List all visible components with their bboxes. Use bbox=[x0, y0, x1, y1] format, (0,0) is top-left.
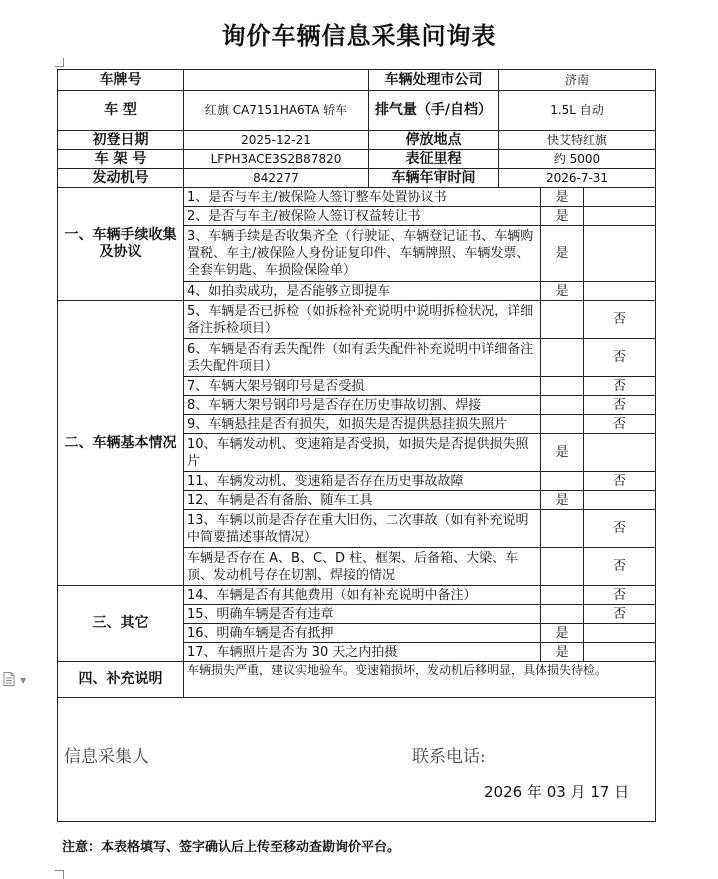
footer-note: 注意：本表格填写、签字确认后上传至移动查勘询价平台。 bbox=[62, 840, 401, 855]
answer-yes-cell[interactable]: 是 bbox=[541, 207, 584, 226]
answer-no-cell[interactable]: 否 bbox=[584, 396, 656, 415]
answer-yes-cell[interactable] bbox=[541, 472, 584, 491]
vin-label: 车 架 号 bbox=[58, 150, 184, 169]
answer-no-cell[interactable]: 否 bbox=[584, 586, 656, 605]
question-item: 9、车辆悬挂是否有损失，如损失是否提供悬挂损失照片 bbox=[184, 415, 541, 434]
answer-no-cell[interactable]: 否 bbox=[584, 548, 656, 586]
answer-no-cell[interactable] bbox=[584, 226, 656, 282]
section-label: 二、车辆基本情况 bbox=[58, 301, 184, 586]
answer-yes-cell[interactable] bbox=[541, 548, 584, 586]
answer-yes-cell[interactable] bbox=[541, 377, 584, 396]
question-item: 17、车辆照片是否为 30 天之内拍摄 bbox=[184, 643, 541, 662]
answer-yes-cell[interactable] bbox=[541, 605, 584, 624]
answer-yes-cell[interactable]: 是 bbox=[541, 226, 584, 282]
parking-label: 停放地点 bbox=[369, 131, 499, 150]
answer-yes-cell[interactable] bbox=[541, 415, 584, 434]
section-label: 三、其它 bbox=[58, 586, 184, 662]
model-value[interactable]: 红旗 CA7151HA6TA 轿车 bbox=[184, 91, 369, 131]
company-label: 车辆处理市公司 bbox=[369, 70, 499, 91]
answer-no-cell[interactable]: 否 bbox=[584, 472, 656, 491]
answer-yes-cell[interactable] bbox=[541, 396, 584, 415]
inspection-value[interactable]: 2026-7-31 bbox=[499, 169, 656, 188]
parking-value[interactable]: 快艾特红旗 bbox=[499, 131, 656, 150]
answer-yes-cell[interactable] bbox=[541, 586, 584, 605]
answer-no-cell[interactable] bbox=[584, 207, 656, 226]
section-label: 一、车辆手续收集及协议 bbox=[58, 188, 184, 301]
reg-date-label: 初登日期 bbox=[58, 131, 184, 150]
answer-no-cell[interactable]: 否 bbox=[584, 339, 656, 377]
question-item: 14、车辆是否有其他费用（如有补充说明中备注） bbox=[184, 586, 541, 605]
page-corner-mark bbox=[55, 870, 64, 879]
answer-yes-cell[interactable]: 是 bbox=[541, 624, 584, 643]
answer-no-cell[interactable]: 否 bbox=[584, 415, 656, 434]
question-item: 3、车辆手续是否收集齐全（行驶证、车辆登记证书、车辆购置税、车主/被保险人身份证复印件、车辆牌照、车辆发票、全套车钥匙、车损险保险单） bbox=[184, 226, 541, 282]
chevron-down-icon[interactable]: ▼ bbox=[20, 676, 27, 685]
answer-no-cell[interactable] bbox=[584, 282, 656, 301]
question-item: 7、车辆大架号钢印号是否受损 bbox=[184, 377, 541, 396]
question-item: 16、明确车辆是否有抵押 bbox=[184, 624, 541, 643]
answer-no-cell[interactable] bbox=[584, 188, 656, 207]
answer-yes-cell[interactable] bbox=[541, 510, 584, 548]
document-icon[interactable] bbox=[3, 672, 15, 686]
question-item: 8、车辆大架号钢印号是否存在历史事故切割、焊接 bbox=[184, 396, 541, 415]
vin-value[interactable]: LFPH3ACE3S2B87820 bbox=[184, 150, 369, 169]
question-item: 6、车辆是否有丢失配件（如有丢失配件补充说明中详细备注丢失配件项目） bbox=[184, 339, 541, 377]
question-item: 10、车辆发动机、变速箱是否受损，如损失是否提供损失照片 bbox=[184, 434, 541, 472]
mileage-value[interactable]: 约 5000 bbox=[499, 150, 656, 169]
answer-yes-cell[interactable]: 是 bbox=[541, 434, 584, 472]
question-item: 5、车辆是否已拆检（如拆检补充说明中说明拆检状况，详细备注拆检项目） bbox=[184, 301, 541, 339]
question-item: 1、是否与车主/被保险人签订整车处置协议书 bbox=[184, 188, 541, 207]
supplement-text[interactable]: 车辆损失严重，建议实地验车。变速箱损坏，发动机后移明显，具体损失待检。 bbox=[184, 662, 656, 698]
answer-no-cell[interactable]: 否 bbox=[584, 301, 656, 339]
answer-yes-cell[interactable]: 是 bbox=[541, 282, 584, 301]
answer-no-cell[interactable]: 否 bbox=[584, 605, 656, 624]
question-item: 13、车辆以前是否存在重大旧伤、二次事故（如有补充说明中简要描述事故情况） bbox=[184, 510, 541, 548]
answer-no-cell[interactable]: 否 bbox=[584, 377, 656, 396]
answer-no-cell[interactable] bbox=[584, 434, 656, 472]
answer-yes-cell[interactable] bbox=[541, 301, 584, 339]
answer-yes-cell[interactable]: 是 bbox=[541, 188, 584, 207]
displacement-value[interactable]: 1.5L 自动 bbox=[499, 91, 656, 131]
form-date: 2026 年 03 月 17 日 bbox=[484, 783, 630, 801]
question-item: 2、是否与车主/被保险人签订权益转让书 bbox=[184, 207, 541, 226]
page-corner-mark bbox=[55, 58, 64, 67]
displacement-label: 排气量（手/自档） bbox=[369, 91, 499, 131]
answer-no-cell[interactable] bbox=[584, 624, 656, 643]
reg-date-value[interactable]: 2025-12-21 bbox=[184, 131, 369, 150]
plate-label: 车牌号 bbox=[58, 70, 184, 91]
question-item: 4、如拍卖成功，是否能够立即提车 bbox=[184, 282, 541, 301]
company-value[interactable]: 济南 bbox=[499, 70, 656, 91]
section-label: 四、补充说明 bbox=[58, 662, 184, 698]
answer-no-cell[interactable] bbox=[584, 491, 656, 510]
mileage-label: 表征里程 bbox=[369, 150, 499, 169]
engine-value[interactable]: 842277 bbox=[184, 169, 369, 188]
answer-no-cell[interactable]: 否 bbox=[584, 510, 656, 548]
inspection-label: 车辆年审时间 bbox=[369, 169, 499, 188]
model-label: 车 型 bbox=[58, 91, 184, 131]
answer-yes-cell[interactable]: 是 bbox=[541, 643, 584, 662]
question-item: 12、车辆是否有备胎、随车工具 bbox=[184, 491, 541, 510]
question-item: 15、明确车辆是否有违章 bbox=[184, 605, 541, 624]
inquiry-form-table bbox=[57, 69, 656, 822]
answer-yes-cell[interactable]: 是 bbox=[541, 491, 584, 510]
plate-value[interactable] bbox=[184, 70, 369, 91]
form-title: 询价车辆信息采集问询表 bbox=[221, 22, 497, 50]
question-item: 车辆是否存在 A、B、C、D 柱、框架、后备箱、大梁、车顶、发动机号存在切割、焊接的情况 bbox=[184, 548, 541, 586]
phone-label: 联系电话: bbox=[412, 747, 486, 767]
collector-label: 信息采集人 bbox=[64, 747, 149, 767]
answer-yes-cell[interactable] bbox=[541, 339, 584, 377]
answer-no-cell[interactable] bbox=[584, 643, 656, 662]
engine-label: 发动机号 bbox=[58, 169, 184, 188]
question-item: 11、车辆发动机、变速箱是否存在历史事故故障 bbox=[184, 472, 541, 491]
